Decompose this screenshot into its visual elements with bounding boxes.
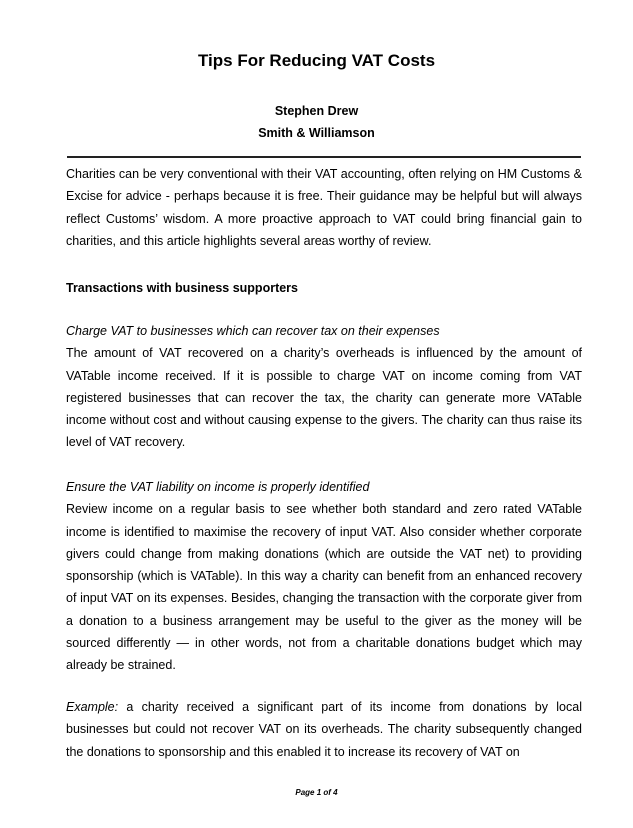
- intro-paragraph: [66, 163, 582, 252]
- header-divider: [67, 156, 581, 158]
- subsection-title: Charge VAT to businesses which can recover tax on their expenses: [66, 324, 440, 338]
- section-heading: Transactions with business supporters: [66, 281, 299, 295]
- document-title: Tips For Reducing VAT Costs: [197, 51, 436, 70]
- example-paragraph: [66, 696, 582, 763]
- author-name: Stephen Drew: [274, 104, 359, 118]
- example-label: Example:: [66, 700, 119, 714]
- example-body: a charity received a significant part of its income from donations by local businesses but could not recover VAT on its overheads. The charity subsequently changed the donations to sponsorship and this enabled it to increase its recovery of VAT on: [66, 700, 582, 759]
- subsection-text: Review income on a regular basis to see whether both standard and zero rated VATable income is identified to maximise the recovery of input VAT. Also consider whether corporate givers could change from making donations (which are outside the VAT net) to providing sponsorship (which is VATable). In this way a charity can benefit from an enhanced recovery of input VAT on its expenses. Besides, changing the transaction with the corporate giver from a donation to a business arrangement may be useful to the giver as the money will be sourced differently — in other words, not from a charitable donations budget which may already be strained.: [66, 502, 582, 673]
- subsection-vat-liability: [66, 476, 582, 677]
- subsection-title: Ensure the VAT liability on income is properly identified: [66, 480, 370, 494]
- subsection-text: The amount of VAT recovered on a charity’s overheads is influenced by the amount of VATable income received. If it is possible to charge VAT on income coming from VAT registered businesses that can recover the tax, the charity can generate more VATable income without cost and without causing expense to the givers. The charity can thus raise its level of VAT recovery.: [66, 346, 582, 450]
- section-heading-block: [66, 277, 582, 299]
- example-text: [66, 696, 582, 763]
- subsection-charge-vat: [66, 320, 582, 454]
- author-organization: Smith & Williamson: [258, 126, 375, 140]
- page-number: Page 1 of 4: [295, 788, 338, 797]
- intro-text: Charities can be very conventional with their VAT accounting, often relying on HM Customs & Excise for advice - perhaps because it is free. Their guidance may be helpful but will always reflect Customs’ wisdom. A more proactive approach to VAT could bring financial gain to charities, and this article highlights several areas worthy of review.: [66, 167, 582, 248]
